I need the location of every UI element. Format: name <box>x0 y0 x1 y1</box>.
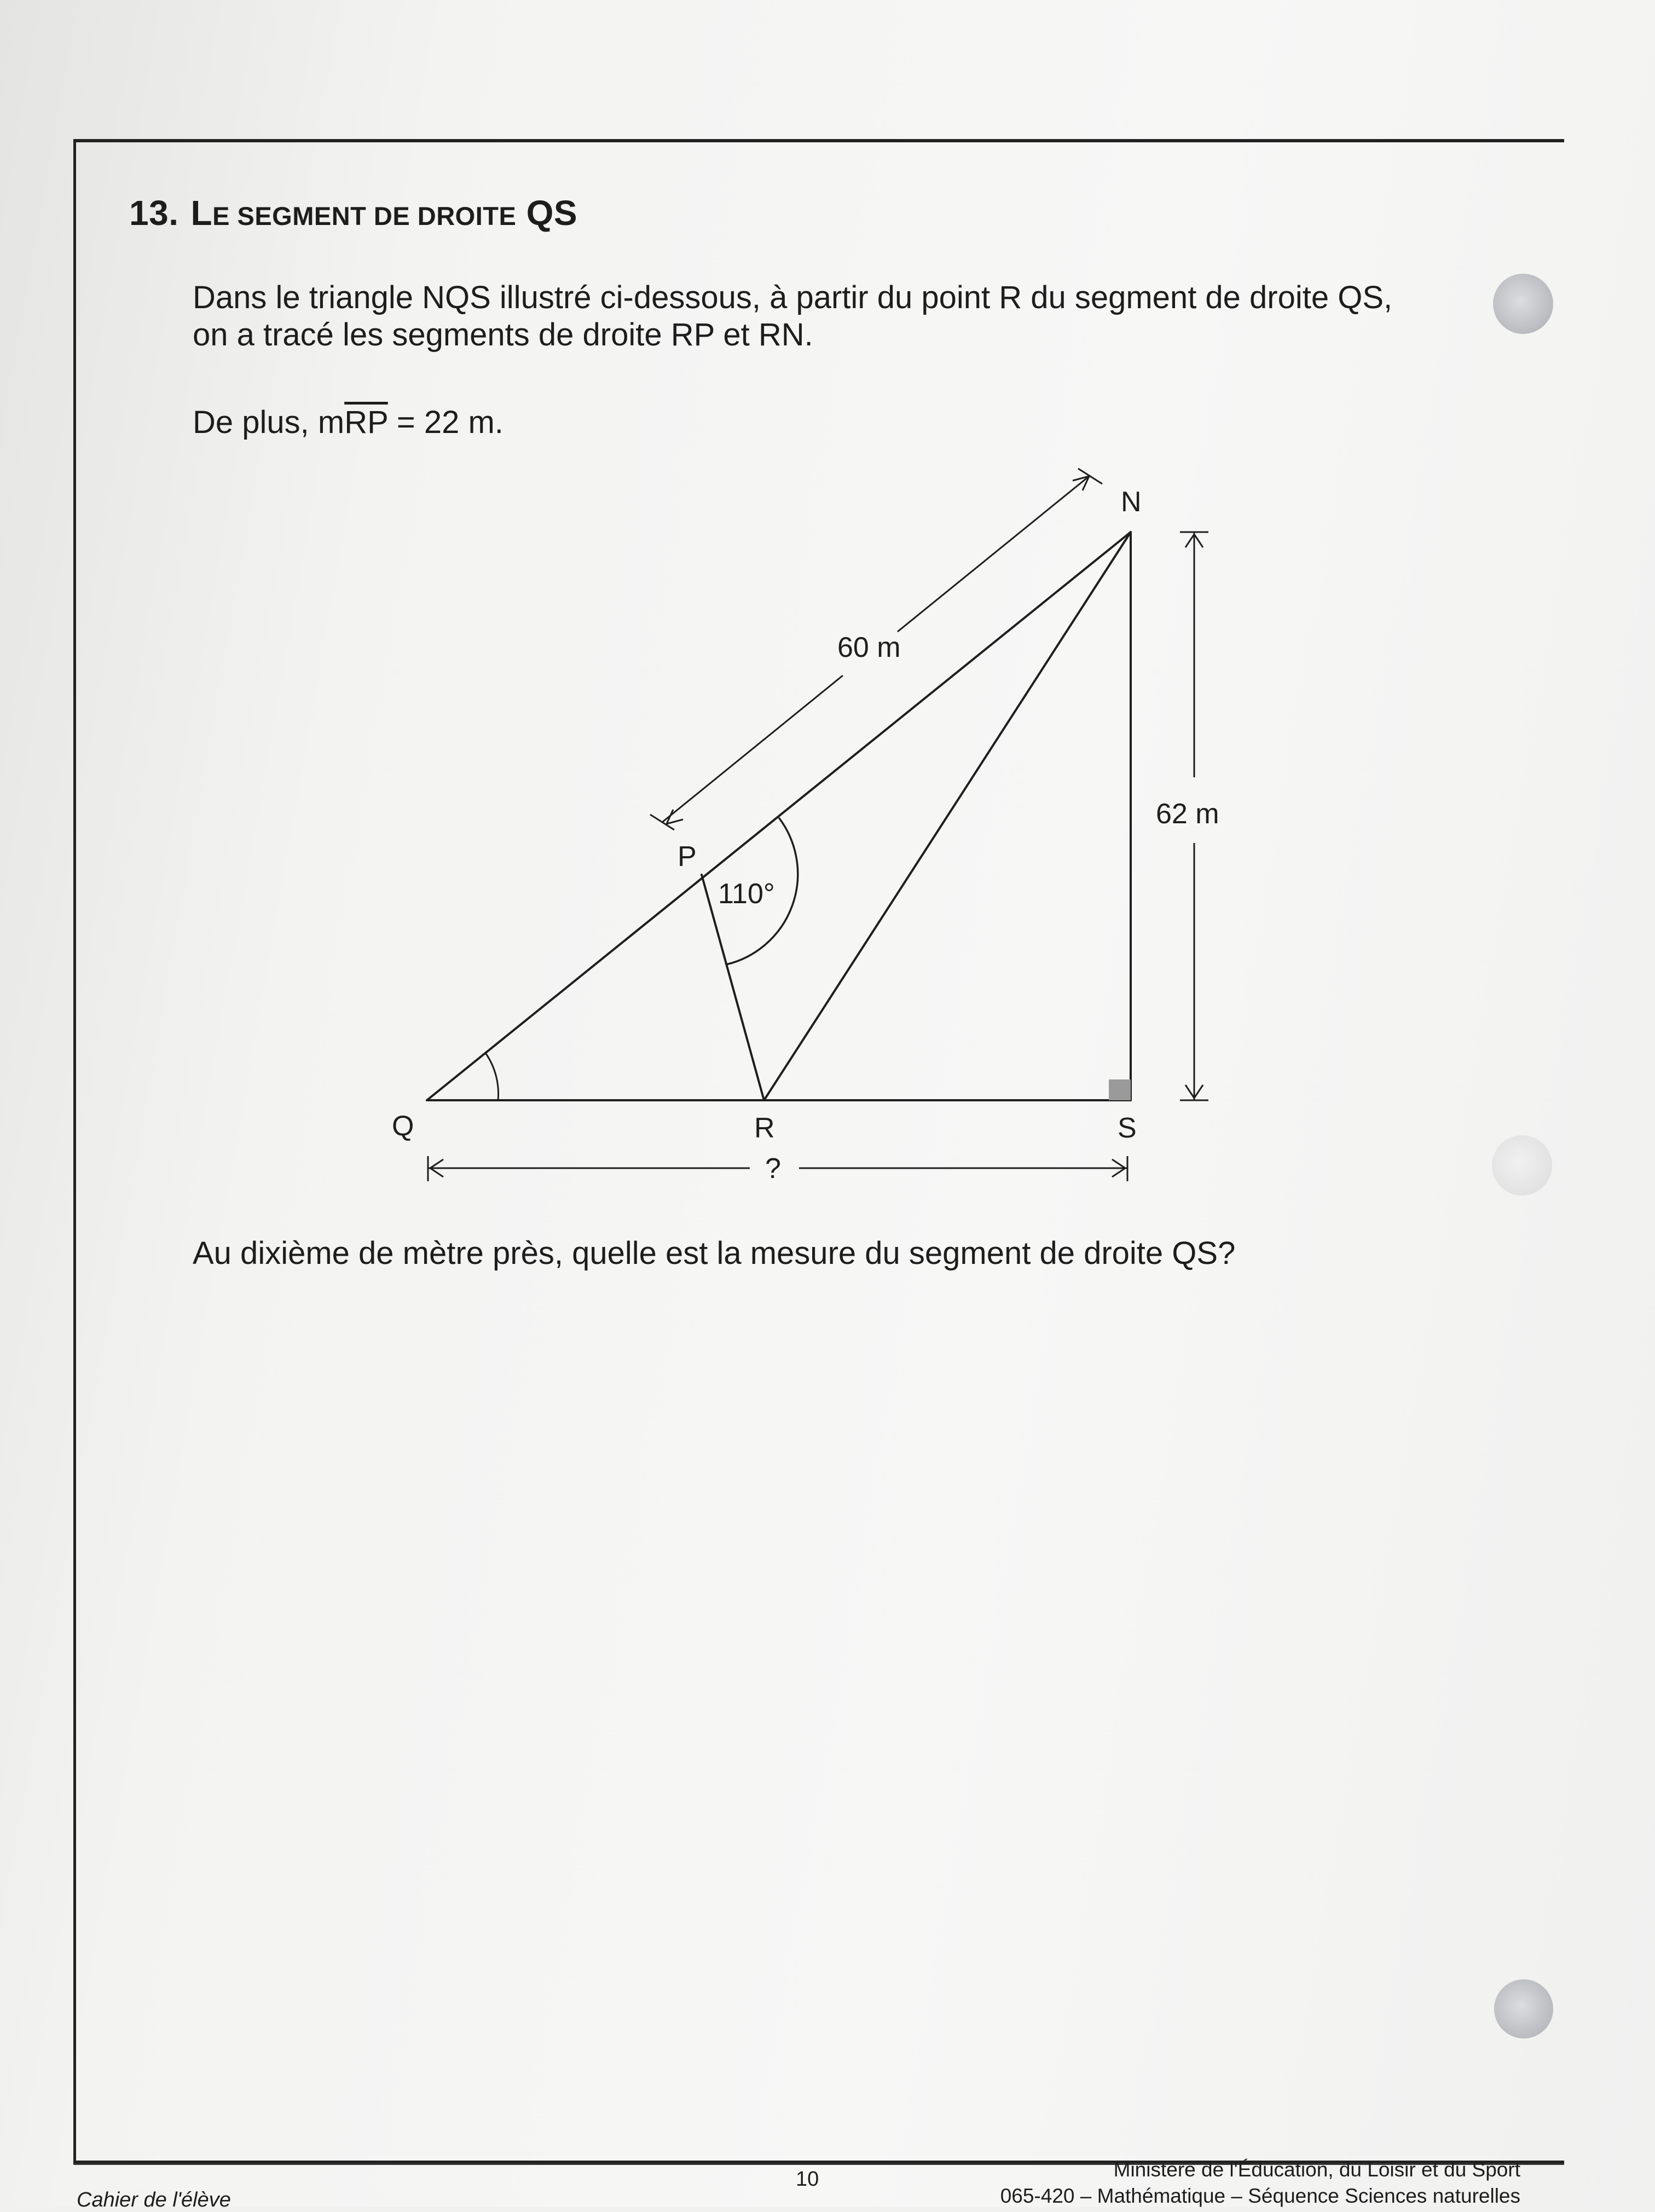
label-S: S <box>1118 1112 1137 1144</box>
label-P: P <box>678 841 697 873</box>
intro-line-1: Dans le triangle NQS illustré ci-dessous, à partir du point R du segment de droite QS, <box>193 280 1393 315</box>
label-62m: 62 m <box>1156 798 1219 830</box>
footer-right-line-1: Ministère de l'Éducation, du Loisir et du Sport <box>1113 2158 1520 2181</box>
label-angle-110: 110° <box>718 878 775 910</box>
title-small-caps: E SEGMENT DE DROITE <box>212 201 517 230</box>
question-prompt: Au dixième de mètre près, quelle est la mesure du segment de droite QS? <box>193 1235 1236 1271</box>
label-Q: Q <box>392 1110 414 1142</box>
label-unknown-QS: ? <box>765 1153 781 1185</box>
title-end: QS <box>526 193 578 233</box>
segment-QN <box>427 532 1131 1100</box>
question-number: 13. <box>129 193 179 233</box>
segment-RN <box>764 532 1131 1100</box>
label-N: N <box>1121 486 1142 518</box>
footer-left: Cahier de l'élève <box>77 2188 231 2211</box>
angle-arc-Q <box>486 1054 499 1100</box>
binder-hole-bottom <box>1494 1979 1553 2038</box>
label-60m: 60 m <box>837 632 901 663</box>
title-first-letter: L <box>190 193 213 233</box>
page-number: 10 <box>796 2168 819 2191</box>
given-segment: $\overline{RP}$ <box>344 405 388 440</box>
footer-right-line-2: 065-420 – Mathématique – Séquence Sciences naturelles <box>1000 2185 1520 2207</box>
label-R: R <box>754 1112 775 1144</box>
binder-hole-top <box>1493 274 1553 334</box>
binder-hole-middle <box>1492 1135 1552 1195</box>
given-suffix: = 22 m. <box>387 405 504 440</box>
footer-right <box>1000 2157 1520 2209</box>
given-prefix: De plus, m <box>193 405 345 440</box>
right-angle-marker <box>1109 1079 1131 1100</box>
intro-line-2: on a tracé les segments de droite RP et RN. <box>193 317 813 353</box>
